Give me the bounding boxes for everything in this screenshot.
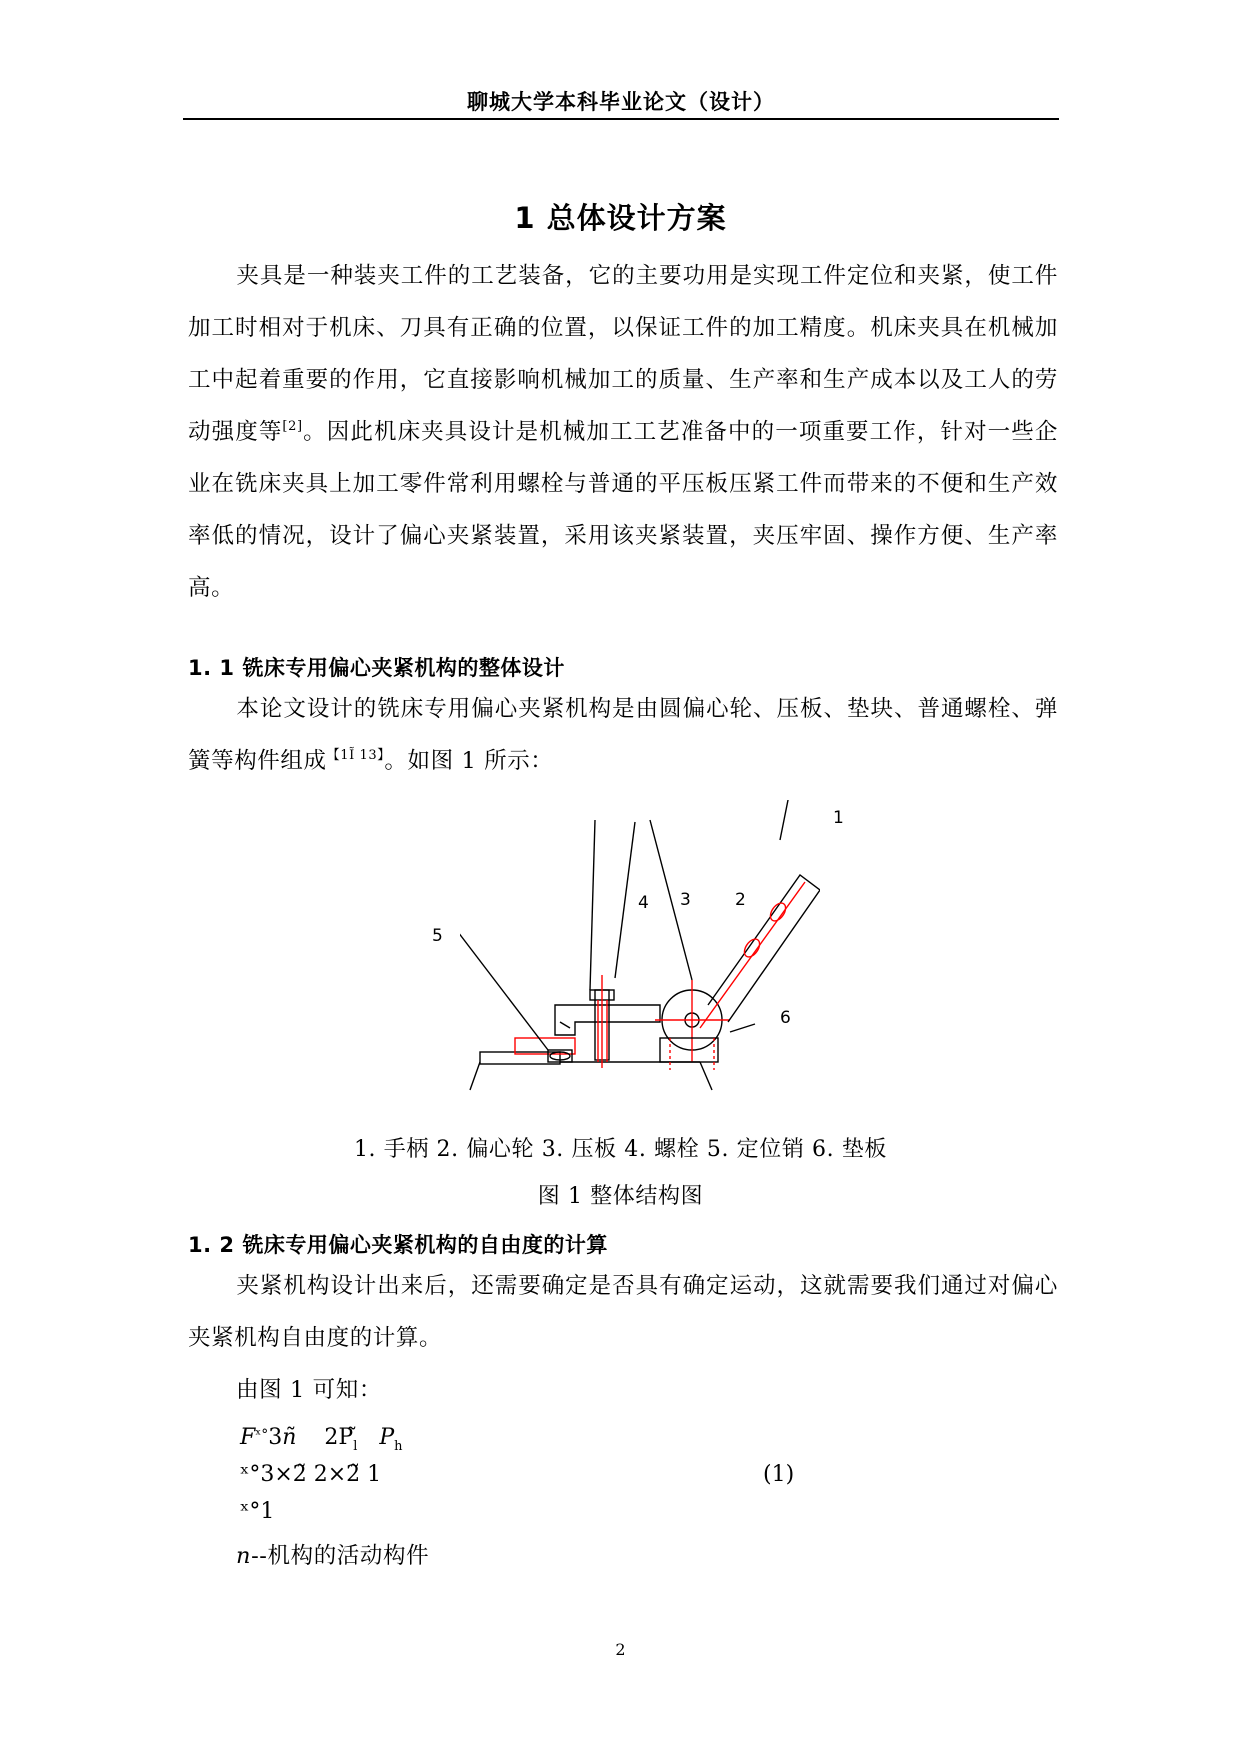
equation-line-2: ˣ°3×2̃ 2×2̃ 1 — [240, 1462, 382, 1487]
figure-part-label: 2 — [735, 890, 747, 910]
eq-3: 3 — [268, 1425, 283, 1450]
eq-sub-h: h — [394, 1439, 403, 1454]
figure-part-label: 1 — [833, 808, 845, 828]
intro-paragraph — [188, 250, 1058, 614]
citation-ref: [2] — [282, 419, 303, 434]
intro-text-a: 夹具是一种装夹工件的工艺装备，它的主要功用是实现工件定位和夹紧，使工件加工时相对于机床、刀具有正确的位置，以保证工件的加工精度。机床夹具在机械加工中起着重要的作用，它直接影响机械加工的质量、生产率和生产成本以及工人的劳动强度等 — [188, 263, 1058, 445]
intro-text-b: 。因此机床夹具设计是机械加工工艺准备中的一项重要工作，针对一些企业在铣床夹具上加工零件常利用螺栓与普通的平压板压紧工件而带来的不便和生产效率低的情况，设计了偏心夹紧装置，采用该夹紧装置，夹压牢固、操作方便、生产率高。 — [188, 419, 1058, 601]
page-number: 2 — [615, 1640, 626, 1659]
equation-line-1 — [240, 1425, 403, 1454]
section-1-1-text-b: 。如图 1 所示： — [384, 748, 554, 774]
definition-variable: n — [236, 1543, 252, 1569]
from-figure-line: 由图 1 可知： — [236, 1377, 382, 1403]
section-1-2-text: 夹紧机构设计出来后，还需要确定是否具有确定运动，这就需要我们通过对偏心夹紧机构自由度的计算。 — [188, 1273, 1058, 1351]
equation-number: (1) — [763, 1462, 795, 1487]
section-1-1-paragraph — [188, 683, 1058, 787]
figure-caption: 图 1 整体结构图 — [537, 1184, 704, 1209]
structure-figure — [460, 800, 820, 1100]
eq-2P: 2P — [324, 1425, 354, 1450]
section-1-1-text-a: 本论文设计的铣床专用偏心夹紧机构是由圆偏心轮、压板、垫块、普通螺栓、弹簧等构件组成 — [188, 696, 1058, 774]
eq-P: P — [379, 1425, 395, 1450]
running-header: 聊城大学本科毕业论文（设计） — [467, 90, 775, 114]
citation-ref: 【1Ĩ 13】 — [326, 748, 385, 763]
eq-symbol: ˣ° — [255, 1427, 269, 1443]
figure-legend: 1. 手柄 2. 偏心轮 3. 压板 4. 螺栓 5. 定位销 6. 垫板 — [353, 1137, 888, 1162]
definition-line — [236, 1538, 429, 1570]
section-heading-1-2: 1. 2 铣床专用偏心夹紧机构的自由度的计算 — [188, 1233, 608, 1257]
figure-part-label: 3 — [680, 890, 692, 910]
figure-part-label: 5 — [432, 926, 444, 946]
figure-part-label: 4 — [638, 893, 650, 913]
header-rule — [183, 118, 1059, 120]
eq-sub-l: l — [353, 1439, 358, 1454]
definition-text: --机构的活动构件 — [251, 1543, 430, 1569]
section-1-2-paragraph — [188, 1260, 1058, 1364]
equation-line-3: ˣ°1 — [240, 1499, 275, 1524]
section-heading-1-1: 1. 1 铣床专用偏心夹紧机构的整体设计 — [188, 656, 565, 680]
eq-F: F — [240, 1425, 256, 1450]
figure-part-label: 6 — [780, 1008, 792, 1028]
eq-n: n — [282, 1425, 297, 1450]
chapter-title: 1 总体设计方案 — [514, 201, 727, 235]
